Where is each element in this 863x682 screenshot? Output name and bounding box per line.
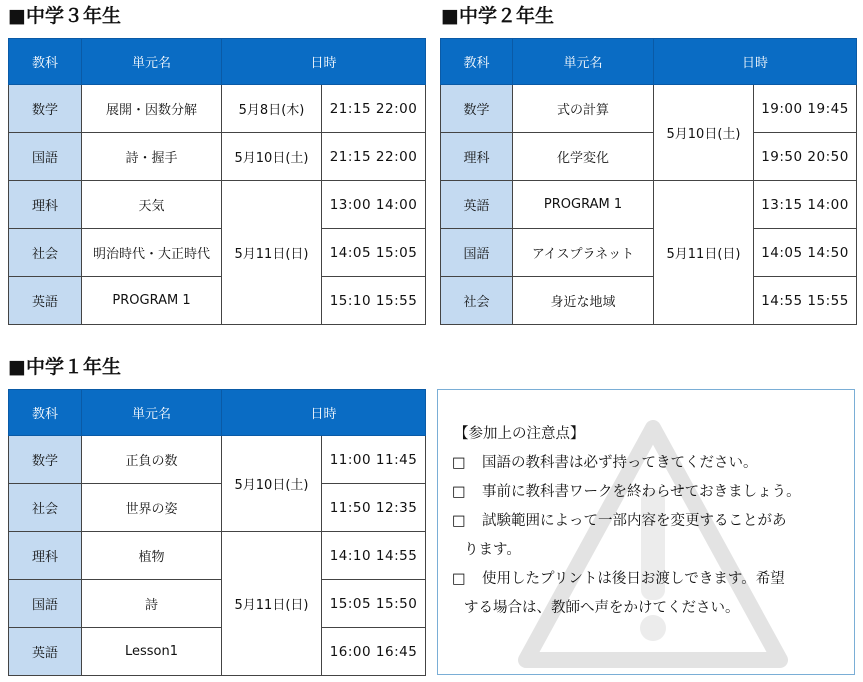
note-text: 事前に教科書ワークを終わらせておきましょう。 <box>482 484 801 500</box>
time-cell: 15:05 15:50 <box>322 580 426 628</box>
table-header-row <box>9 390 426 436</box>
header-datetime: 日時 <box>222 390 426 436</box>
subject-cell: 理科 <box>441 133 513 181</box>
table-row <box>9 580 426 628</box>
date-cell: 5月11日(日) <box>222 181 322 325</box>
header-datetime: 日時 <box>222 39 426 85</box>
subject-cell: 国語 <box>9 580 82 628</box>
subject-cell: 国語 <box>9 133 82 181</box>
table-row <box>441 181 857 229</box>
subject-cell: 国語 <box>441 229 513 277</box>
table-row <box>441 133 857 181</box>
time-cell: 14:05 14:50 <box>754 229 857 277</box>
checkbox-icon: □ <box>452 455 466 471</box>
notes-heading: 【参加上の注意点】 <box>454 426 585 442</box>
time-cell: 15:10 15:55 <box>322 277 426 325</box>
grade2-schedule-table <box>440 38 857 325</box>
table-row <box>441 277 857 325</box>
header-subject: 教科 <box>9 390 82 436</box>
note-text: 使用したプリントは後日お渡しできます。希望 する場合は、教師へ声をかけてください。 <box>464 571 785 616</box>
subject-cell: 数学 <box>9 436 82 484</box>
subject-cell: 社会 <box>9 229 82 277</box>
table-row <box>441 229 857 277</box>
table-row <box>9 181 426 229</box>
subject-cell: 英語 <box>441 181 513 229</box>
unit-cell: 身近な地域 <box>513 277 654 325</box>
unit-cell: PROGRAM 1 <box>513 181 654 229</box>
checkbox-icon: □ <box>452 513 466 529</box>
grade1-title: ■中学１年生 <box>8 356 121 378</box>
list-item <box>452 565 844 623</box>
unit-cell: 展開・因数分解 <box>82 85 222 133</box>
unit-cell: 世界の姿 <box>82 484 222 532</box>
header-datetime: 日時 <box>654 39 857 85</box>
subject-cell: 英語 <box>9 277 82 325</box>
time-cell: 14:10 14:55 <box>322 532 426 580</box>
unit-cell: 詩 <box>82 580 222 628</box>
checkbox-icon: □ <box>452 571 466 587</box>
note-text: 試験範囲によって一部内容を変更することがあ ります。 <box>464 513 787 558</box>
table-header-row <box>441 39 857 85</box>
unit-cell: 詩・握手 <box>82 133 222 181</box>
unit-cell: 化学変化 <box>513 133 654 181</box>
table-row <box>9 484 426 532</box>
table-row <box>9 436 426 484</box>
unit-cell: 正負の数 <box>82 436 222 484</box>
subject-cell: 社会 <box>441 277 513 325</box>
unit-cell: アイスプラネット <box>513 229 654 277</box>
table-row <box>9 229 426 277</box>
date-cell: 5月10日(土) <box>222 133 322 181</box>
date-cell: 5月11日(日) <box>654 181 754 325</box>
subject-cell: 理科 <box>9 532 82 580</box>
time-cell: 21:15 22:00 <box>322 133 426 181</box>
time-cell: 14:05 15:05 <box>322 229 426 277</box>
date-cell: 5月10日(土) <box>222 436 322 532</box>
table-row <box>9 133 426 181</box>
time-cell: 16:00 16:45 <box>322 628 426 676</box>
date-cell: 5月10日(土) <box>654 85 754 181</box>
subject-cell: 数学 <box>9 85 82 133</box>
time-cell: 14:55 15:55 <box>754 277 857 325</box>
checkbox-icon: □ <box>452 484 466 500</box>
grade3-title: ■中学３年生 <box>8 5 121 27</box>
time-cell: 19:00 19:45 <box>754 85 857 133</box>
header-subject: 教科 <box>441 39 513 85</box>
time-cell: 13:00 14:00 <box>322 181 426 229</box>
unit-cell: PROGRAM 1 <box>82 277 222 325</box>
date-cell: 5月11日(日) <box>222 532 322 676</box>
subject-cell: 英語 <box>9 628 82 676</box>
grade2-title: ■中学２年生 <box>441 5 554 27</box>
subject-cell: 数学 <box>441 85 513 133</box>
time-cell: 11:50 12:35 <box>322 484 426 532</box>
time-cell: 13:15 14:00 <box>754 181 857 229</box>
table-row <box>9 532 426 580</box>
note-text: 国語の教科書は必ず持ってきてください。 <box>482 455 758 471</box>
list-item <box>452 449 844 478</box>
notes-box <box>437 389 855 675</box>
unit-cell: 植物 <box>82 532 222 580</box>
date-cell: 5月8日(木) <box>222 85 322 133</box>
unit-cell: 天気 <box>82 181 222 229</box>
time-cell: 19:50 20:50 <box>754 133 857 181</box>
unit-cell: 明治時代・大正時代 <box>82 229 222 277</box>
table-row <box>9 85 426 133</box>
grade1-schedule-table <box>8 389 426 676</box>
table-row <box>9 628 426 676</box>
time-cell: 21:15 22:00 <box>322 85 426 133</box>
unit-cell: Lesson1 <box>82 628 222 676</box>
time-cell: 11:00 11:45 <box>322 436 426 484</box>
list-item <box>452 507 844 565</box>
notes-content <box>452 420 844 623</box>
table-header-row <box>9 39 426 85</box>
table-row <box>9 277 426 325</box>
header-unit: 単元名 <box>82 390 222 436</box>
grade3-schedule-table <box>8 38 426 325</box>
header-unit: 単元名 <box>513 39 654 85</box>
list-item <box>452 478 844 507</box>
subject-cell: 理科 <box>9 181 82 229</box>
table-row <box>441 85 857 133</box>
unit-cell: 式の計算 <box>513 85 654 133</box>
header-unit: 単元名 <box>82 39 222 85</box>
header-subject: 教科 <box>9 39 82 85</box>
subject-cell: 社会 <box>9 484 82 532</box>
